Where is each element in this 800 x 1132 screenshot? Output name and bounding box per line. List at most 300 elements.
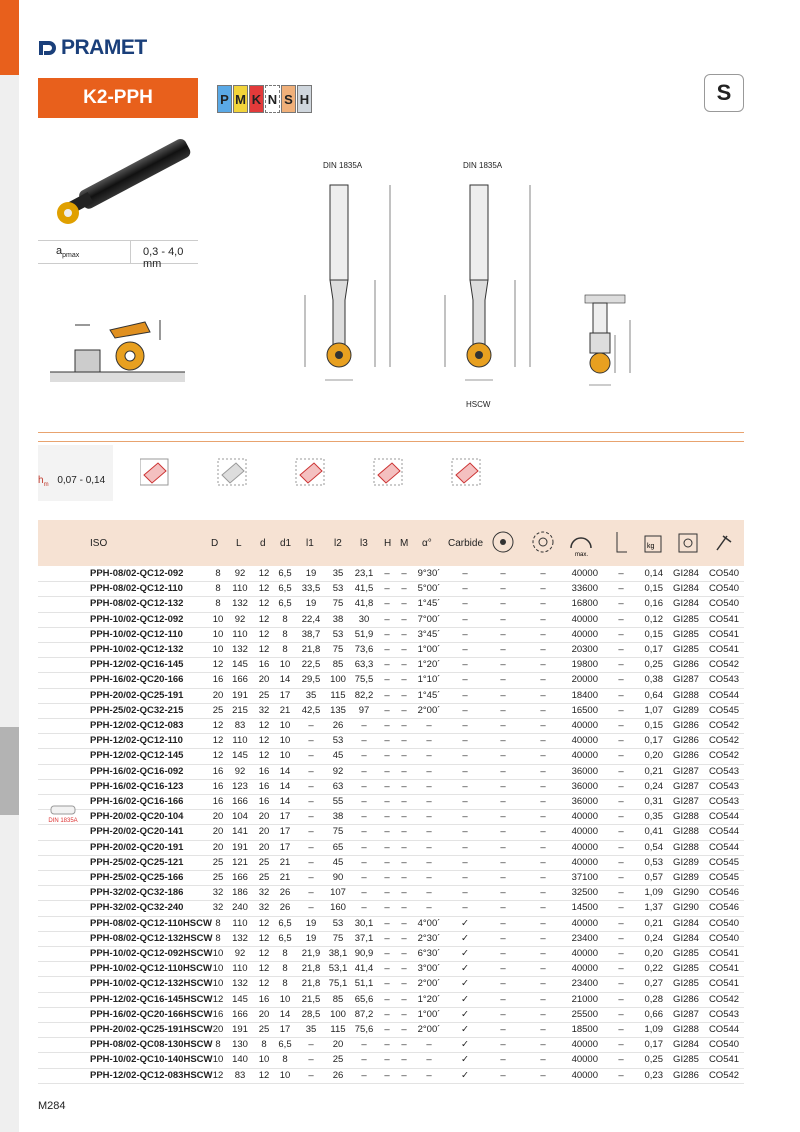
table-cell: 32: [212, 902, 224, 914]
table-cell: –: [500, 674, 506, 686]
table-cell: 20: [212, 826, 224, 838]
table-cell: 41,5: [354, 583, 374, 595]
table-row: [38, 780, 744, 795]
table-cell: 21: [279, 704, 291, 716]
table-cell: 12: [258, 932, 270, 944]
table-cell: –: [361, 811, 367, 823]
table-cell: 19: [305, 598, 317, 610]
material-S: S: [281, 85, 296, 113]
table-cell: –: [401, 841, 407, 853]
table-cell: –: [462, 872, 468, 883]
table-cell: –: [618, 872, 624, 883]
table-cell: 8: [282, 1054, 288, 1066]
table-cell: 145: [232, 750, 248, 762]
side-tab-active: [0, 0, 19, 75]
product-photo: [38, 125, 198, 240]
iso-code: PPH-20/02-QC20-104: [90, 811, 184, 823]
max-rpm-icon: [571, 538, 591, 558]
table-cell: CO543: [708, 674, 740, 686]
table-cell: –: [361, 1069, 367, 1081]
iso-code: PPH-08/02-QC08-130HSCW: [90, 1039, 213, 1051]
table-cell: –: [618, 1054, 624, 1066]
table-cell: –: [500, 735, 506, 747]
table-cell: –: [401, 583, 407, 595]
table-cell: CO544: [708, 689, 740, 701]
table-cell: –: [384, 993, 390, 1005]
table-cell: 22,5: [301, 659, 321, 671]
table-cell: 132: [232, 644, 248, 655]
insert-geometry-diagram: [45, 300, 190, 392]
table-cell: –: [462, 856, 468, 868]
table-cell: –: [426, 1039, 432, 1051]
pramet-logo-icon: [37, 38, 57, 58]
table-cell: GI289: [673, 856, 699, 868]
table-cell: 30: [358, 613, 370, 625]
table-cell: –: [462, 826, 468, 838]
table-cell: 40000: [571, 948, 598, 959]
table-cell: 20: [212, 689, 224, 701]
table-cell: 107: [330, 887, 346, 899]
table-cell: 0,66: [644, 1008, 663, 1020]
spare-parts-icon: [679, 534, 697, 552]
table-row: [38, 597, 744, 612]
table-cell: ✓: [461, 932, 469, 944]
table-cell: 53: [332, 583, 344, 595]
table-cell: 83: [234, 720, 246, 731]
plunge-milling-icon: [374, 459, 402, 485]
table-row: [38, 795, 744, 810]
table-cell: –: [540, 1069, 546, 1081]
table-cell: –: [540, 948, 546, 959]
table-cell: 6,5: [278, 598, 292, 610]
table-cell: 7°00´: [417, 613, 441, 625]
table-cell: ✓: [461, 1039, 469, 1051]
table-cell: 30,1: [354, 917, 374, 929]
table-cell: 16: [258, 796, 270, 807]
table-cell: 0,27: [644, 978, 663, 990]
table-cell: 21: [279, 872, 291, 883]
table-cell: 23400: [571, 932, 598, 944]
table-cell: CO544: [708, 841, 740, 853]
iso-code: PPH-20/02-QC20-141: [90, 826, 184, 838]
table-row: [38, 567, 744, 582]
table-cell: CO541: [708, 963, 740, 975]
table-cell: 53: [332, 917, 344, 929]
table-cell: 12: [212, 659, 224, 671]
table-cell: 28,5: [301, 1008, 321, 1020]
table-cell: 26: [279, 902, 291, 914]
col-iso: ISO: [90, 537, 108, 549]
table-row: [38, 1008, 744, 1023]
table-cell: 12: [258, 644, 270, 655]
table-cell: 21,8: [301, 644, 321, 655]
table-cell: –: [384, 811, 390, 823]
table-cell: 110: [232, 917, 248, 929]
table-cell: GI286: [673, 1069, 699, 1081]
table-cell: 41,8: [354, 598, 374, 610]
copy-milling-icon: [296, 459, 324, 485]
table-cell: –: [308, 872, 314, 883]
table-cell: CO542: [708, 993, 740, 1005]
table-row: [38, 628, 744, 643]
table-cell: 17: [279, 1024, 291, 1035]
table-cell: 8: [215, 917, 221, 929]
table-cell: 18500: [571, 1024, 598, 1035]
table-cell: 20: [258, 841, 270, 853]
table-cell: –: [308, 887, 314, 899]
table-cell: 38,1: [328, 948, 348, 959]
table-row: [38, 871, 744, 886]
page-number: M284: [38, 1100, 66, 1112]
table-cell: –: [308, 841, 314, 853]
table-cell: 0,38: [644, 674, 663, 686]
table-cell: 16: [212, 796, 224, 807]
table-cell: ✓: [461, 1008, 469, 1020]
table-cell: –: [618, 644, 624, 655]
table-cell: –: [308, 1039, 314, 1051]
table-cell: –: [426, 841, 432, 853]
table-cell: 16500: [571, 704, 598, 716]
table-cell: 6,5: [278, 932, 292, 944]
iso-code: PPH-12/02-QC12-083: [90, 720, 184, 731]
table-cell: 32: [258, 704, 270, 716]
table-cell: ✓: [461, 978, 469, 990]
table-cell: GI288: [673, 841, 699, 853]
table-cell: –: [401, 826, 407, 838]
table-cell: 16: [212, 765, 224, 777]
table-cell: –: [618, 613, 624, 625]
table-cell: 33600: [571, 583, 598, 595]
table-cell: GI290: [673, 902, 699, 914]
table-cell: 115: [330, 689, 346, 701]
table-cell: 240: [232, 902, 248, 914]
table-cell: –: [401, 796, 407, 807]
iso-code: PPH-10/02-QC12-092HSCW: [90, 948, 213, 959]
table-cell: 2°30´: [417, 932, 441, 944]
table-cell: 37,1: [354, 932, 374, 944]
table-cell: –: [618, 750, 624, 762]
table-cell: 26: [332, 1069, 344, 1081]
iso-code: PPH-12/02-QC12-145: [90, 750, 184, 762]
table-cell: GI289: [673, 704, 699, 716]
table-cell: 21: [279, 856, 291, 868]
table-cell: –: [384, 826, 390, 838]
table-cell: 40000: [571, 628, 598, 640]
table-cell: 40000: [571, 841, 598, 853]
table-cell: 8: [282, 948, 288, 959]
table-cell: –: [401, 704, 407, 716]
table-cell: –: [540, 887, 546, 899]
table-cell: –: [462, 887, 468, 899]
table-cell: –: [500, 583, 506, 595]
side-tab-section: [0, 727, 19, 815]
coolant-icon: [617, 532, 627, 552]
table-cell: CO542: [708, 735, 740, 747]
table-cell: 12: [212, 735, 224, 747]
table-cell: 1°45´: [417, 598, 441, 610]
table-cell: –: [540, 674, 546, 686]
table-cell: –: [401, 568, 407, 579]
table-cell: –: [540, 765, 546, 777]
table-cell: –: [540, 628, 546, 640]
table-cell: 8: [282, 644, 288, 655]
table-cell: –: [401, 917, 407, 929]
table-cell: 1°20´: [417, 659, 441, 671]
table-cell: –: [618, 978, 624, 990]
table-cell: –: [384, 1039, 390, 1051]
table-cell: CO541: [708, 978, 740, 990]
table-cell: 0,20: [644, 750, 663, 762]
table-row: [38, 932, 744, 947]
iso-code: PPH-32/02-QC32-240: [90, 902, 184, 914]
table-cell: 0,24: [644, 932, 663, 944]
table-cell: 25: [212, 704, 224, 716]
table-cell: –: [401, 932, 407, 944]
table-cell: –: [462, 583, 468, 595]
table-cell: 12: [258, 583, 270, 595]
table-row: [38, 1038, 744, 1053]
table-cell: CO545: [708, 704, 740, 716]
table-cell: 87,2: [354, 1008, 374, 1020]
table-cell: –: [462, 796, 468, 807]
table-cell: 8: [282, 978, 288, 990]
table-cell: –: [426, 720, 432, 731]
table-cell: 19: [305, 932, 317, 944]
table-cell: –: [361, 720, 367, 731]
table-cell: 166: [232, 872, 248, 883]
table-cell: –: [384, 796, 390, 807]
table-cell: –: [618, 1039, 624, 1051]
table-cell: CO543: [708, 1008, 740, 1020]
table-cell: –: [308, 1054, 314, 1066]
table-cell: 40000: [571, 811, 598, 823]
table-cell: GI287: [673, 674, 699, 686]
table-cell: CO541: [708, 1054, 740, 1066]
table-cell: ✓: [461, 993, 469, 1005]
table-cell: –: [361, 796, 367, 807]
table-cell: –: [308, 1069, 314, 1081]
table-cell: 191: [232, 689, 248, 701]
table-cell: GI287: [673, 765, 699, 777]
table-cell: 17: [279, 811, 291, 823]
teeth-count-icon: [533, 532, 553, 552]
table-cell: –: [500, 902, 506, 914]
table-cell: –: [308, 796, 314, 807]
iso-code: PPH-10/02-QC12-092: [90, 613, 184, 625]
table-cell: 20: [212, 1024, 224, 1035]
table-cell: –: [384, 963, 390, 975]
iso-code: PPH-08/02-QC12-110: [90, 583, 183, 595]
table-cell: 1°00´: [417, 1008, 441, 1020]
table-cell: 16: [212, 780, 224, 792]
table-cell: 12: [258, 628, 270, 640]
col-alpha: α°: [422, 537, 432, 549]
table-cell: –: [384, 1054, 390, 1066]
table-cell: CO540: [708, 568, 740, 579]
table-row: [38, 1053, 744, 1068]
table-cell: –: [540, 659, 546, 671]
ap-label: $a_{pmax}$: [56, 245, 80, 260]
table-cell: –: [384, 598, 390, 610]
table-cell: 21,8: [301, 963, 321, 975]
table-cell: –: [462, 704, 468, 716]
table-cell: 20: [258, 811, 270, 823]
table-cell: 6,5: [278, 583, 292, 595]
table-row: [38, 749, 744, 764]
table-cell: –: [401, 780, 407, 792]
table-cell: –: [384, 1008, 390, 1020]
table-cell: –: [618, 887, 624, 899]
table-cell: CO543: [708, 765, 740, 777]
col-carbide: Carbide: [448, 537, 484, 549]
table-cell: –: [618, 720, 624, 731]
table-cell: –: [618, 841, 624, 853]
table-cell: –: [500, 963, 506, 975]
divider-bottom: [38, 441, 744, 442]
table-cell: 166: [232, 1008, 248, 1020]
table-cell: 25: [332, 1054, 344, 1066]
table-cell: ✓: [461, 917, 469, 929]
table-cell: –: [618, 902, 624, 914]
table-cell: CO542: [708, 1069, 740, 1081]
table-cell: GI285: [673, 644, 699, 655]
din-label-2: DIN 1835A: [463, 161, 503, 170]
table-cell: 36000: [571, 765, 598, 777]
table-cell: –: [401, 887, 407, 899]
table-cell: 0,53: [644, 856, 663, 868]
table-cell: 1°00´: [417, 644, 441, 655]
table-cell: 26: [279, 887, 291, 899]
table-cell: 25500: [571, 1008, 598, 1020]
table-cell: 26: [332, 720, 344, 731]
table-cell: –: [426, 811, 432, 823]
iso-code: PPH-12/02-QC12-083HSCW: [90, 1069, 213, 1081]
table-cell: –: [308, 735, 314, 747]
table-cell: 132: [232, 598, 248, 610]
key-icon: [717, 536, 731, 550]
table-cell: –: [361, 856, 367, 868]
table-cell: 121: [232, 856, 248, 868]
table-cell: 12: [212, 993, 224, 1005]
table-cell: 65,6: [354, 993, 374, 1005]
table-cell: GI285: [673, 628, 699, 640]
table-cell: 12: [258, 720, 270, 731]
table-cell: GI288: [673, 811, 699, 823]
table-cell: CO544: [708, 826, 740, 838]
table-cell: –: [500, 720, 506, 731]
table-cell: 6,5: [278, 568, 292, 579]
table-cell: 10: [279, 1069, 291, 1081]
table-cell: –: [540, 978, 546, 990]
table-cell: –: [462, 750, 468, 762]
table-cell: 21000: [571, 993, 598, 1005]
table-cell: –: [618, 689, 624, 701]
table-cell: –: [618, 796, 624, 807]
table-cell: 85: [332, 659, 344, 671]
table-cell: –: [540, 583, 546, 595]
table-cell: 5°00´: [417, 583, 441, 595]
table-cell: 21,9: [301, 948, 321, 959]
table-cell: 160: [330, 902, 346, 914]
table-cell: GI286: [673, 735, 699, 747]
table-cell: 1,09: [644, 887, 663, 899]
table-cell: –: [361, 1039, 367, 1051]
table-cell: –: [618, 811, 624, 823]
table-cell: GI285: [673, 963, 699, 975]
table-cell: 25: [258, 856, 270, 868]
svg-text:kg: kg: [647, 543, 655, 550]
table-cell: –: [540, 796, 546, 807]
table-cell: –: [401, 856, 407, 868]
table-cell: 8: [215, 583, 221, 595]
table-cell: –: [384, 948, 390, 959]
table-cell: 10: [279, 720, 291, 731]
table-cell: –: [384, 917, 390, 929]
table-cell: 20: [212, 811, 224, 823]
table-cell: GI287: [673, 1008, 699, 1020]
table-cell: GI290: [673, 887, 699, 899]
table-cell: GI289: [673, 872, 699, 883]
table-cell: –: [500, 872, 506, 883]
din-label-1: DIN 1835A: [323, 161, 363, 170]
table-cell: –: [462, 765, 468, 777]
table-cell: 2°00´: [417, 1024, 441, 1035]
table-cell: –: [618, 704, 624, 716]
table-cell: 2°00´: [417, 978, 441, 990]
table-cell: –: [361, 902, 367, 914]
table-cell: GI284: [673, 932, 699, 944]
table-cell: 100: [330, 674, 346, 686]
table-cell: 75,6: [354, 1024, 374, 1035]
table-cell: –: [361, 765, 367, 777]
material-M: M: [233, 85, 248, 113]
table-cell: 191: [232, 841, 248, 853]
table-cell: ✓: [461, 1024, 469, 1035]
table-cell: 9°30´: [417, 568, 441, 579]
table-cell: –: [540, 811, 546, 823]
table-row: [38, 993, 744, 1008]
table-cell: 0,57: [644, 872, 663, 883]
table-cell: –: [500, 689, 506, 701]
col-l3: l3: [360, 537, 368, 549]
table-cell: GI284: [673, 917, 699, 929]
table-cell: –: [500, 659, 506, 671]
table-cell: –: [401, 1024, 407, 1035]
table-cell: –: [384, 689, 390, 701]
table-cell: –: [618, 1008, 624, 1020]
table-row: [38, 1069, 744, 1084]
table-cell: 1,07: [644, 704, 663, 716]
table-cell: –: [462, 628, 468, 640]
table-cell: 140: [232, 1054, 248, 1066]
table-row: [38, 658, 744, 673]
table-cell: –: [426, 750, 432, 762]
table-cell: 8: [261, 1039, 267, 1051]
table-cell: 0,14: [644, 568, 663, 579]
table-cell: –: [618, 780, 624, 792]
table-cell: –: [426, 887, 432, 899]
table-cell: 0,16: [644, 598, 663, 610]
table-cell: –: [384, 932, 390, 944]
table-cell: CO546: [708, 902, 740, 914]
table-cell: 40000: [571, 963, 598, 975]
table-cell: 0,54: [644, 841, 663, 853]
table-cell: –: [618, 917, 624, 929]
table-cell: 40000: [571, 613, 598, 625]
table-cell: 110: [232, 628, 248, 640]
table-cell: –: [500, 1024, 506, 1035]
table-cell: 1,37: [644, 902, 663, 914]
